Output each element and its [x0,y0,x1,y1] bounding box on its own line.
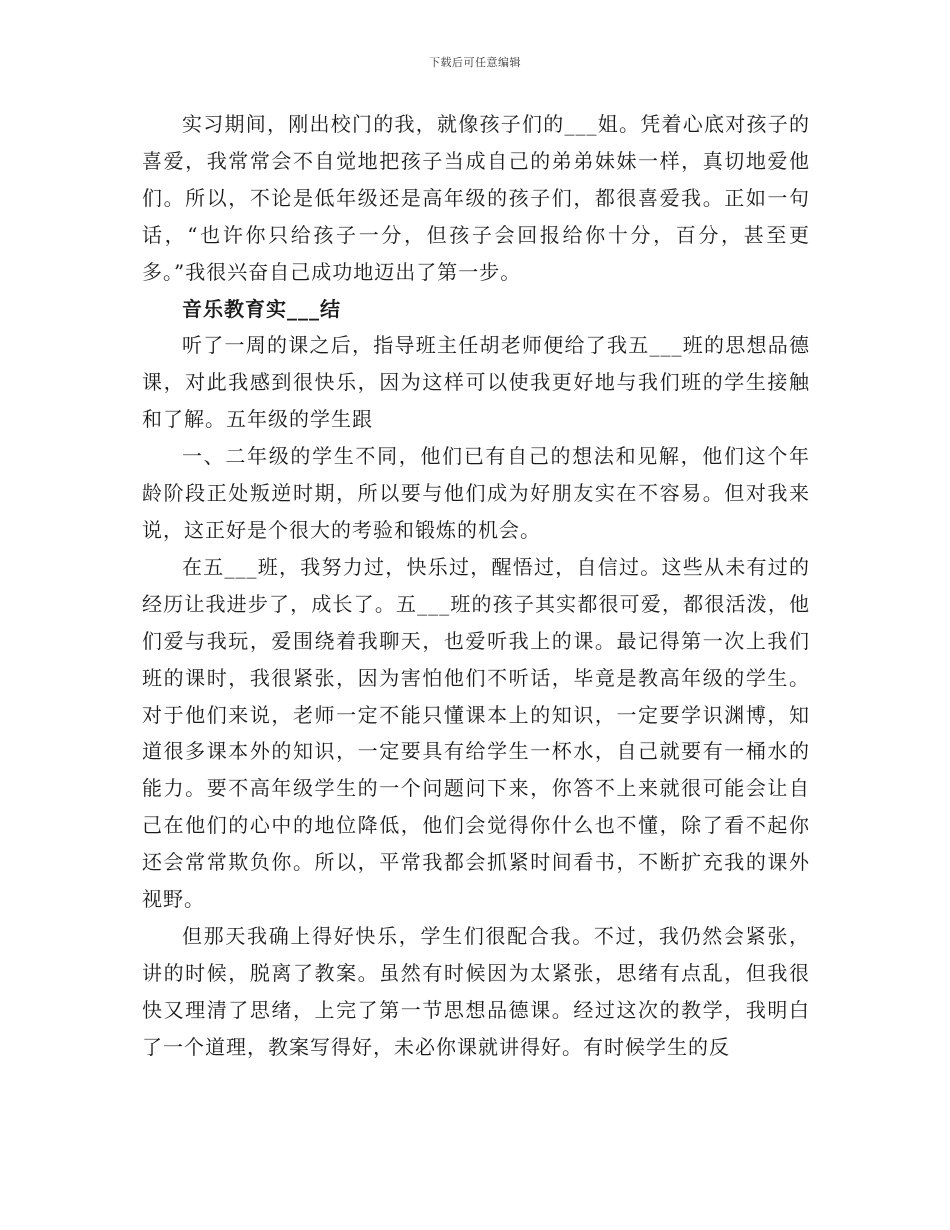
paragraph-class-experience: 在五___班，我努力过，快乐过，醒悟过，自信过。这些从未有过的经历让我进步了，成长了。五___班的孩子其实都很可爱，都很活泼，他们爱与我玩，爱围绕着我聊天，也爱听我上的课。最记得第一次上我们班的课时，我很紧张，因为害怕他们不听话，毕竟是教高年级的学生。对于他们来说，老师一定不能只懂课本上的知识，一定要学识渊博，知道很多课本外的知识，一定要具有给学生一杯水，自己就要有一桶水的能力。要不高年级学生的一个问题问下来，你答不上来就很可能会让自己在他们的心中的地位降低，他们会觉得你什么也不懂，除了看不起你还会常常欺负你。所以，平常我都会抓紧时间看书，不断扩充我的课外视野。 [142,554,810,912]
paragraph-first-week: 听了一周的课之后，指导班主任胡老师便给了我五___班的思想品德课，对此我感到很快乐，因为这样可以使我更好地与我们班的学生接触和了解。五年级的学生跟 [142,333,810,432]
section-heading: 音乐教育实___结 [182,296,341,321]
paragraph-first-lesson: 但那天我确上得好快乐，学生们很配合我。不过，我仍然会紧张，讲的时候，脱离了教案。虽然有时候因为太紧张，思绪有点乱，但我很快又理清了思绪，上完了第一节思想品德课。经过这次的教学，我明白了一个道理，教案写得好，未必你课就讲得好。有时候学生的反 [142,923,810,1059]
page-header: 下载后可任意编辑 [429,56,521,69]
paragraph-internship-intro: 实习期间，刚出校门的我，就像孩子们的___姐。凭着心底对孩子的喜爱，我常常会不自觉地把孩子当成自己的弟弟妹妹一样，真切地爱他们。所以，不论是低年级还是高年级的孩子们，都很喜爱我。正如一句话，“也许你只给孩子一分，但孩子会回报给你十分，百分，甚至更多。”我很兴奋自己成功地迈出了第一步。 [142,112,810,284]
paragraph-grade-difference: 一、二年级的学生不同，他们已有自己的想法和见解，他们这个年龄阶段正处叛逆时期，所以要与他们成为好朋友实在不容易。但对我来说，这正好是个很大的考验和锻炼的机会。 [142,444,810,542]
document-body [142,106,810,1066]
